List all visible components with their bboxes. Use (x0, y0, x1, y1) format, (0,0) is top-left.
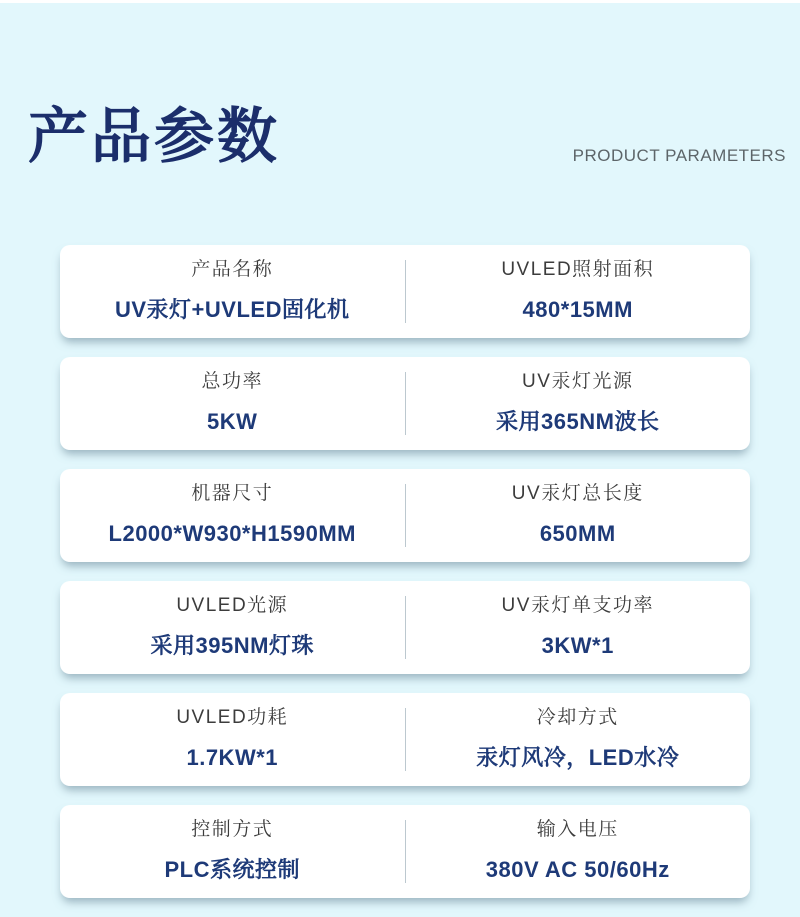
spec-label: UV汞灯单支功率 (501, 595, 654, 617)
page-title: 产品参数 (28, 103, 280, 170)
spec-value: 1.7KW*1 (186, 745, 279, 771)
spec-cell-total-power (60, 357, 405, 450)
spec-cell-machine-size (60, 469, 405, 562)
spec-cell-input-voltage (406, 805, 751, 898)
spec-value: 采用365NM波长 (496, 409, 660, 435)
spec-cell-uv-lamp-source (406, 357, 751, 450)
spec-cell-product-name (60, 245, 405, 338)
spec-cell-control-method (60, 805, 405, 898)
spec-value: L2000*W930*H1590MM (108, 521, 356, 547)
spec-table (60, 245, 750, 917)
spec-label: 产品名称 (191, 259, 274, 281)
spec-label: 总功率 (201, 371, 263, 393)
spec-label: 冷却方式 (536, 707, 619, 729)
spec-value: 480*15MM (522, 297, 633, 323)
spec-cell-uvled-consumption (60, 693, 405, 786)
spec-value: 采用395NM灯珠 (150, 633, 314, 659)
spec-value: 650MM (539, 521, 616, 547)
spec-cell-uvled-area (406, 245, 751, 338)
spec-value: PLC系统控制 (164, 857, 300, 883)
spec-label: UV汞灯光源 (522, 371, 634, 393)
spec-row-2 (60, 357, 750, 450)
top-white-strip (0, 0, 800, 3)
spec-label: 控制方式 (191, 819, 274, 841)
spec-cell-uv-lamp-unit-power (406, 581, 751, 674)
spec-value: UV汞灯+UVLED固化机 (115, 297, 350, 323)
spec-value: 3KW*1 (541, 633, 614, 659)
page-subtitle: PRODUCT PARAMETERS (572, 146, 786, 165)
spec-value: 汞灯风冷，LED水冷 (476, 745, 680, 771)
spec-row-1 (60, 245, 750, 338)
spec-label: UVLED功耗 (176, 707, 289, 729)
spec-label: UVLED光源 (176, 595, 289, 617)
spec-label: UVLED照射面积 (501, 259, 655, 281)
spec-row-5 (60, 693, 750, 786)
spec-label: 输入电压 (536, 819, 619, 841)
spec-row-6 (60, 805, 750, 898)
spec-label: UV汞灯总长度 (511, 483, 644, 505)
spec-row-3 (60, 469, 750, 562)
spec-cell-uv-lamp-length (406, 469, 751, 562)
spec-cell-cooling-method (406, 693, 751, 786)
section-header (0, 0, 800, 170)
spec-cell-uvled-source (60, 581, 405, 674)
spec-value: 380V AC 50/60Hz (485, 857, 670, 883)
spec-row-4 (60, 581, 750, 674)
spec-label: 机器尺寸 (191, 483, 274, 505)
spec-value: 5KW (207, 409, 258, 435)
